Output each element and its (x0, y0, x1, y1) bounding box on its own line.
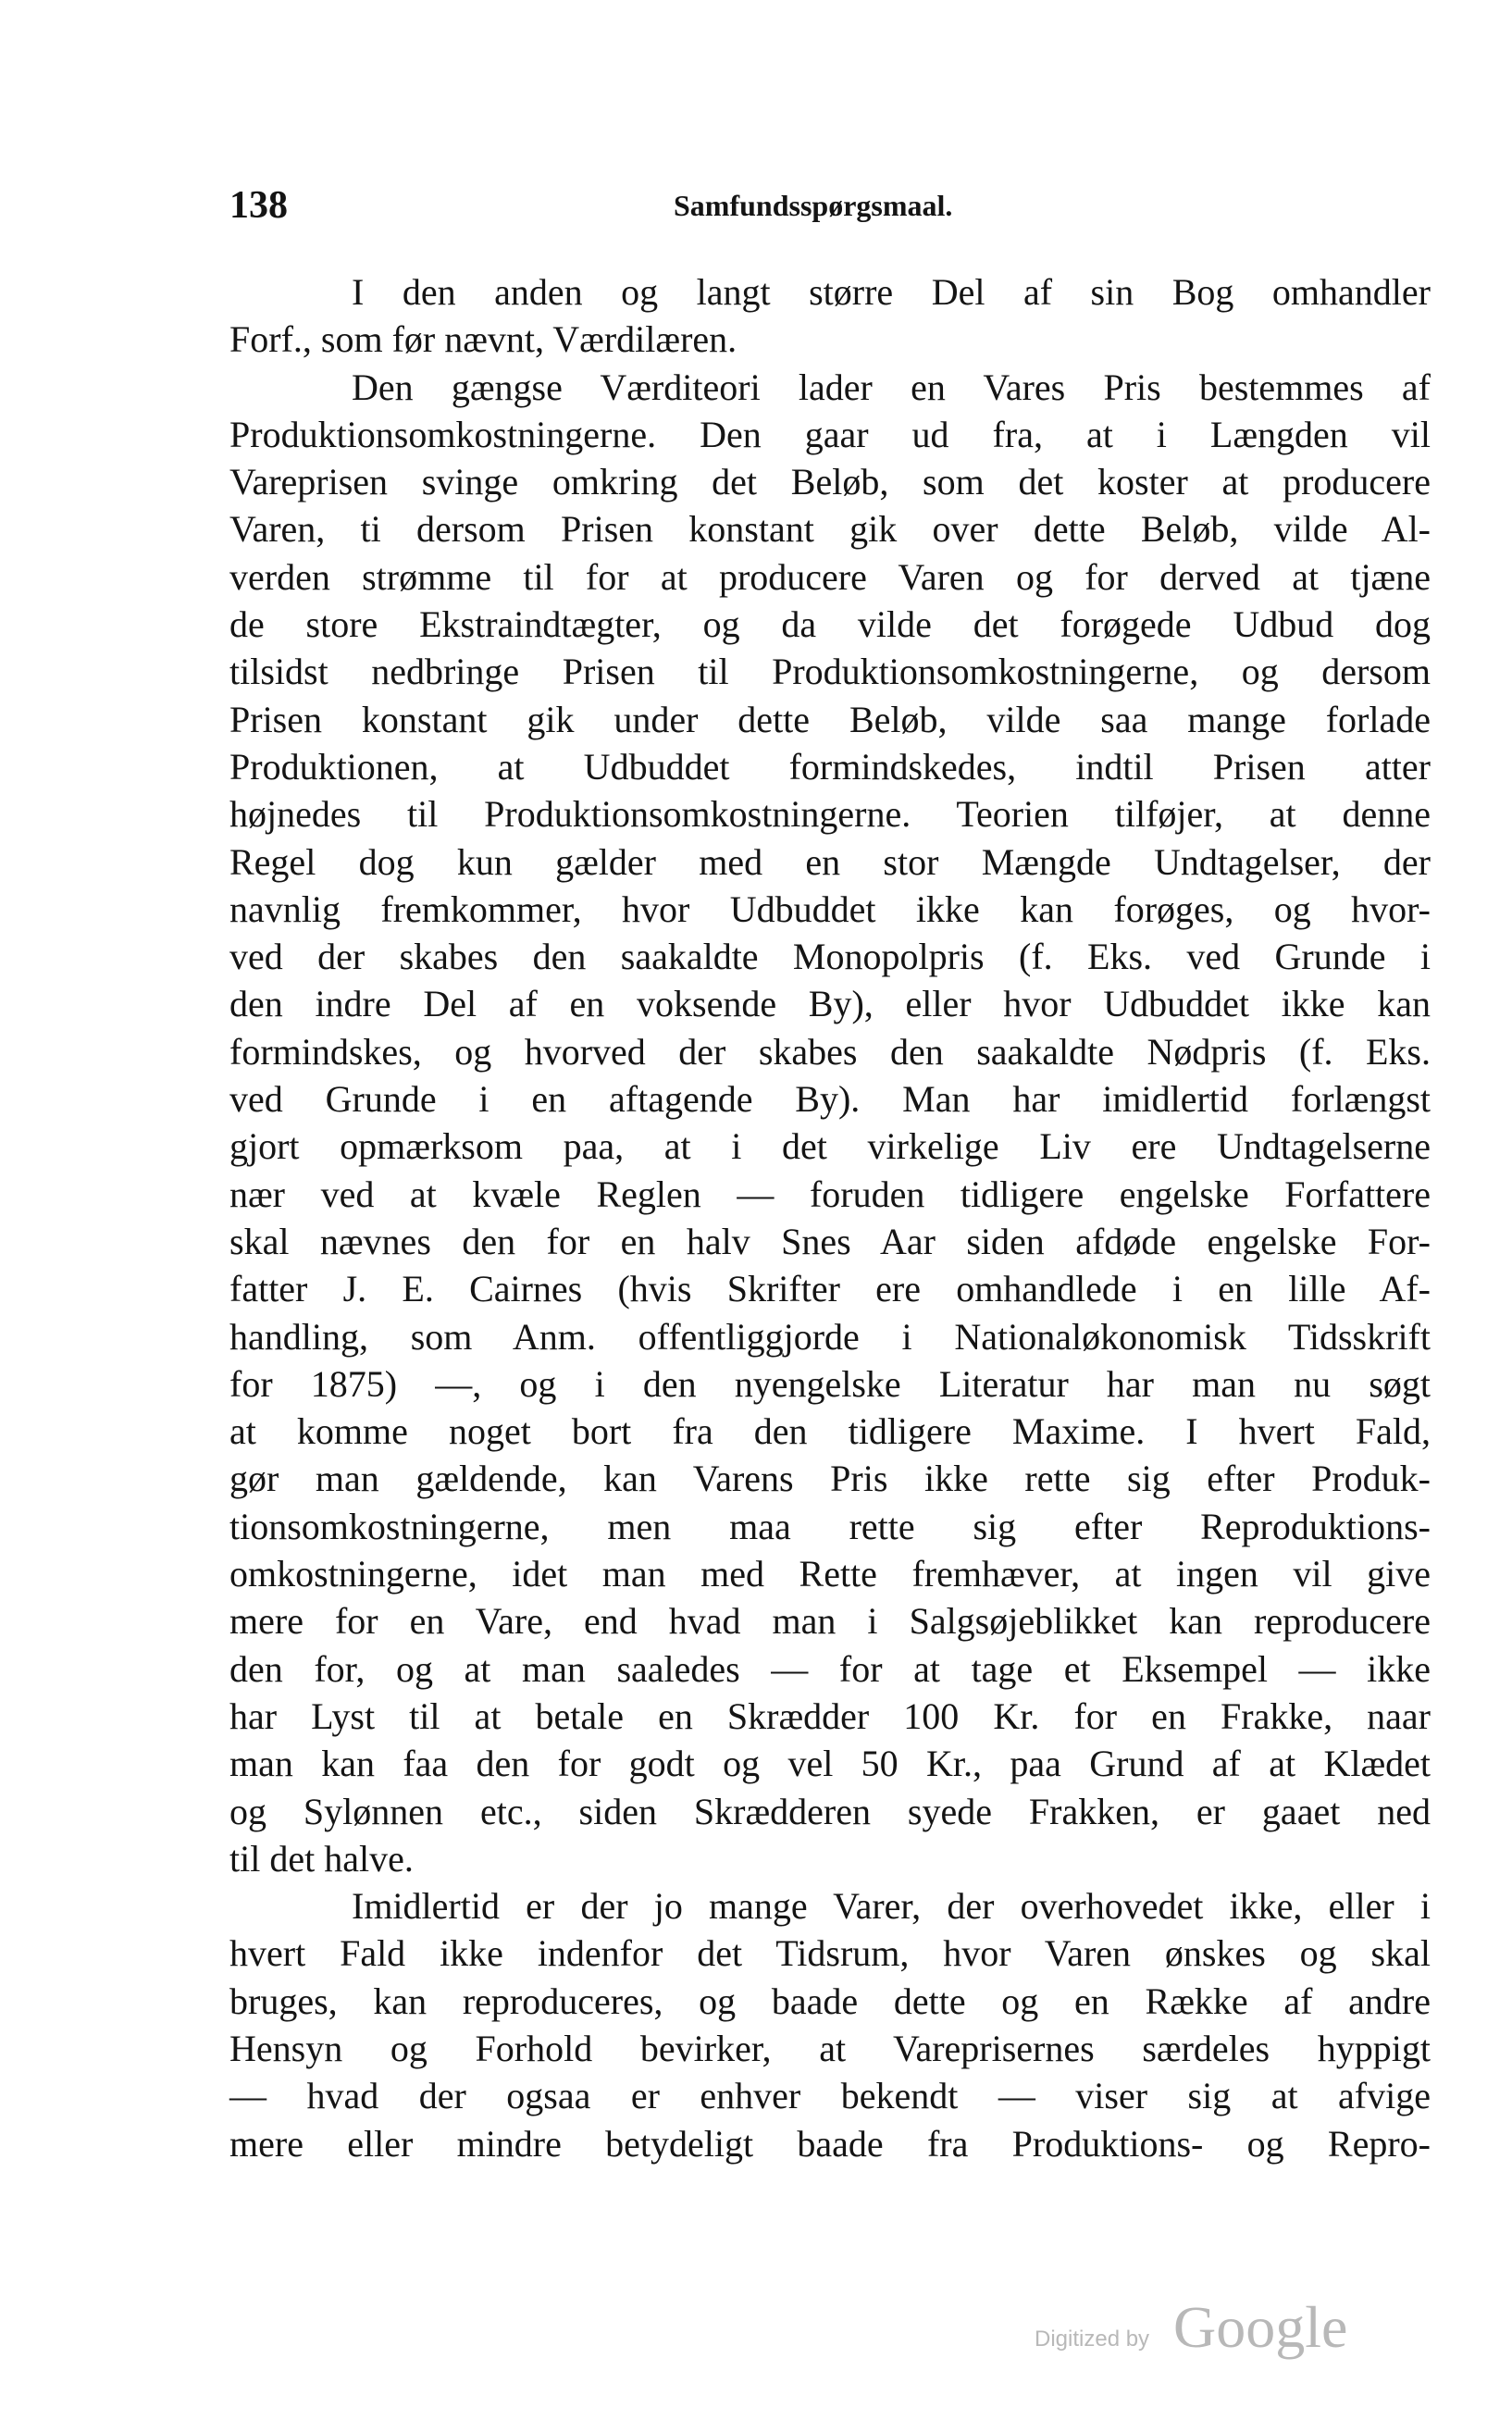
digitized-by-label: Digitized by (1035, 2327, 1150, 2352)
text-line: Prisen konstant gik under dette Beløb, vilde saa mange forlade (229, 698, 1431, 740)
page-number: 138 (229, 184, 288, 227)
text-line: de store Ekstraindtægter, og da vilde det forøgede Udbud dog (229, 603, 1431, 646)
text-line: den for, og at man saaledes — for at tage et Eksempel — ikke (229, 1647, 1431, 1690)
text-line: Produktionsomkostningerne. Den gaar ud fra, at i Længden vil (229, 413, 1431, 455)
text-line: tionsomkostningerne, men maa rette sig efter Reproduktions- (229, 1505, 1431, 1547)
text-line: til det halve. (229, 1837, 414, 1880)
text-line: Varen, ti dersom Prisen konstant gik over dette Beløb, vilde Al- (229, 508, 1431, 551)
google-logo: Google (1173, 2294, 1348, 2360)
text-line: ved Grunde i en aftagende By). Man har imidlertid forlængst (229, 1078, 1431, 1121)
text-line: den indre Del af en voksende By), eller hvor Udbuddet ikke kan (229, 983, 1431, 1025)
text-line: bruges, kan reproduceres, og baade dette og en Række af andre (229, 1979, 1431, 2022)
text-line: gør man gældende, kan Varens Pris ikke rette sig efter Produk- (229, 1458, 1431, 1500)
text-line: mere eller mindre betydeligt baade fra Produktions- og Repro- (229, 2122, 1431, 2165)
text-line: omkostningerne, idet man med Rette fremhæver, at ingen vil give (229, 1553, 1431, 1595)
text-line: Den gængse Værditeori lader en Vares Pris bestemmes af (352, 366, 1431, 408)
text-line: fatter J. E. Cairnes (hvis Skrifter ere omhandlede i en lille Af- (229, 1268, 1431, 1310)
text-line: Imidlertid er der jo mange Varer, der overhovedet ikke, eller i (352, 1885, 1431, 1928)
text-line: gjort opmærksom paa, at i det virkelige Liv ere Undtagelserne (229, 1125, 1431, 1168)
text-line: Vareprisen svinge omkring det Beløb, som det koster at producere (229, 461, 1431, 503)
text-line: formindskes, og hvorved der skabes den saakaldte Nødpris (f. Eks. (229, 1030, 1431, 1073)
text-line: verden strømme til for at producere Varen og for derved at tjæne (229, 555, 1431, 598)
body-text (229, 268, 1431, 2167)
running-title: Samfundsspørgsmaal. (674, 189, 953, 222)
text-line: nær ved at kvæle Reglen — foruden tidligere engelske Forfattere (229, 1173, 1431, 1215)
text-line: Hensyn og Forhold bevirker, at Vareprisernes særdeles hyppigt (229, 2027, 1431, 2069)
text-line: Forf., som før nævnt, Værdilæren. (229, 318, 737, 361)
text-line: — hvad der ogsaa er enhver bekendt — viser sig at afvige (229, 2075, 1431, 2117)
text-line: at komme noget bort fra den tidligere Maxime. I hvert Fald, (229, 1410, 1431, 1453)
text-line: højnedes til Produktionsomkostningerne. Teorien tilføjer, at denne (229, 793, 1431, 836)
text-line: tilsidst nedbringe Prisen til Produktionsomkostningerne, og dersom (229, 651, 1431, 693)
text-line: hvert Fald ikke indenfor det Tidsrum, hvor Varen ønskes og skal (229, 1932, 1431, 1975)
text-line: handling, som Anm. offentliggjorde i Nationaløkonomisk Tidsskrift (229, 1315, 1431, 1358)
text-line: skal nævnes den for en halv Snes Aar siden afdøde engelske For- (229, 1220, 1431, 1262)
text-line: for 1875) —, og i den nyengelske Literatur har man nu søgt (229, 1362, 1431, 1405)
text-line: mere for en Vare, end hvad man i Salgsøjeblikket kan reproducere (229, 1600, 1431, 1643)
page-header (229, 183, 1451, 239)
text-line: har Lyst til at betale en Skrædder 100 Kr. for en Frakke, naar (229, 1694, 1431, 1737)
digitized-by-google-watermark (1035, 2293, 1368, 2367)
text-line: Regel dog kun gælder med en stor Mængde Undtagelser, der (229, 840, 1431, 883)
text-line: Produktionen, at Udbuddet formindskedes, indtil Prisen atter (229, 745, 1431, 788)
text-line: navnlig fremkommer, hvor Udbuddet ikke kan forøges, og hvor- (229, 887, 1431, 930)
text-line: og Sylønnen etc., siden Skrædderen syede Frakken, er gaaet ned (229, 1790, 1431, 1832)
text-line: ved der skabes den saakaldte Monopolpris (f. Eks. ved Grunde i (229, 936, 1431, 978)
text-line: I den anden og langt større Del af sin Bog omhandler (352, 271, 1431, 313)
text-line: man kan faa den for godt og vel 50 Kr., paa Grund af at Klædet (229, 1743, 1431, 1785)
